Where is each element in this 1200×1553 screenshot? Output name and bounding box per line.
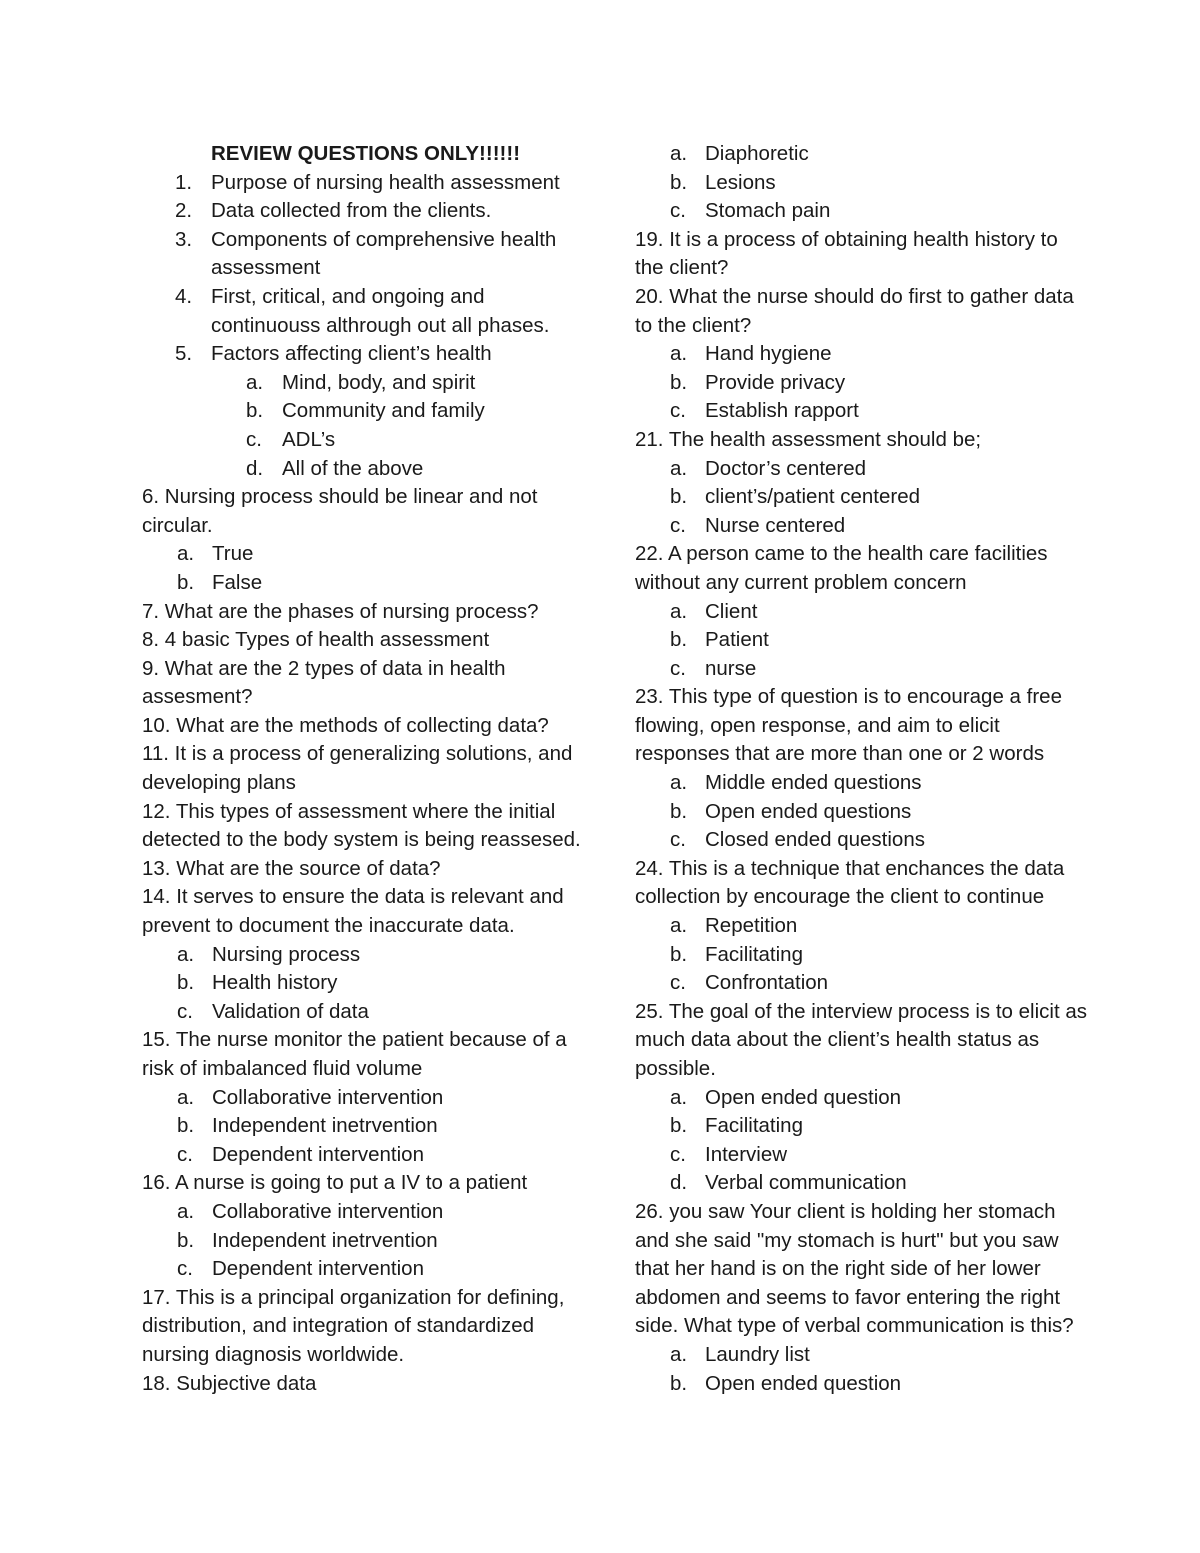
line-text: Provide privacy	[705, 370, 846, 394]
text-line	[142, 1255, 612, 1284]
text-line	[142, 197, 612, 226]
line-text: 8. 4 basic Types of health assessment	[142, 628, 490, 652]
text-line	[635, 855, 1125, 884]
text-line	[142, 397, 612, 426]
line-text: Collaborative intervention	[212, 1199, 444, 1223]
line-text: 20. What the nurse should do first to gather data	[635, 284, 1074, 308]
list-marker: b.	[177, 971, 195, 995]
list-marker: a.	[670, 1342, 688, 1366]
text-line	[635, 969, 1125, 998]
list-marker: c.	[177, 1257, 193, 1281]
right-column	[635, 140, 1125, 1398]
text-line	[635, 512, 1125, 541]
text-line	[142, 1141, 612, 1170]
line-text: without any current problem concern	[635, 570, 967, 594]
text-line	[635, 941, 1125, 970]
line-text: Validation of data	[212, 999, 369, 1023]
text-line	[142, 826, 612, 855]
line-text: Interview	[705, 1142, 788, 1166]
list-marker: b.	[177, 1228, 195, 1252]
line-text: Open ended question	[705, 1371, 902, 1395]
text-line	[635, 283, 1125, 312]
line-text: Nursing process	[212, 942, 361, 966]
list-marker: 5.	[175, 342, 193, 366]
text-line	[635, 883, 1125, 912]
text-line	[635, 598, 1125, 627]
text-line	[142, 569, 612, 598]
list-marker: 4.	[175, 284, 193, 308]
text-line	[635, 1084, 1125, 1113]
line-text: Health history	[212, 971, 338, 995]
list-marker: c.	[670, 656, 686, 680]
list-marker: 1.	[175, 170, 193, 194]
line-text: Patient	[705, 628, 769, 652]
text-line	[635, 998, 1125, 1027]
list-marker: a.	[670, 599, 688, 623]
list-marker: 2.	[175, 199, 193, 223]
text-line	[635, 1141, 1125, 1170]
text-line	[635, 740, 1125, 769]
line-text: possible.	[635, 1057, 716, 1080]
text-line	[142, 1341, 612, 1370]
line-text: distribution, and integration of standardized	[142, 1314, 535, 1338]
list-marker: c.	[670, 399, 686, 423]
line-text: 6. Nursing process should be linear and not	[142, 485, 538, 509]
line-text: Nurse centered	[705, 513, 846, 537]
list-marker: a.	[670, 342, 688, 366]
line-text: Hand hygiene	[705, 342, 832, 366]
text-line	[635, 340, 1125, 369]
line-text: Lesions	[705, 170, 776, 194]
text-line	[142, 540, 612, 569]
line-text: 22. A person came to the health care facilities	[635, 542, 1048, 566]
line-text: Client	[705, 599, 758, 623]
text-line	[635, 1198, 1125, 1227]
list-marker: b.	[670, 942, 688, 966]
line-text: that her hand is on the right side of her lower	[635, 1257, 1041, 1281]
text-line	[142, 941, 612, 970]
text-line	[142, 1227, 612, 1256]
line-text: Collaborative intervention	[212, 1085, 444, 1109]
list-marker: b.	[670, 628, 688, 652]
line-text: 25. The goal of the interview process is to elicit as	[635, 999, 1087, 1023]
list-marker: c.	[177, 999, 193, 1023]
text-line	[142, 598, 612, 627]
line-text: Dependent intervention	[212, 1257, 424, 1281]
list-marker: a.	[670, 456, 688, 480]
list-marker: c.	[670, 971, 686, 995]
line-text: Independent inetrvention	[212, 1114, 438, 1138]
list-marker: a.	[177, 942, 195, 966]
line-text: 18. Subjective data	[142, 1371, 317, 1395]
text-line	[142, 969, 612, 998]
line-text: 16. A nurse is going to put a IV to a patient	[142, 1171, 528, 1195]
list-marker: a.	[670, 914, 688, 938]
page-title: REVIEW QUESTIONS ONLY!!!!!!	[211, 142, 521, 165]
text-line	[635, 1026, 1125, 1055]
line-text: All of the above	[282, 456, 424, 480]
text-line	[142, 340, 612, 369]
list-marker: c.	[177, 1142, 193, 1166]
line-text: Independent inetrvention	[212, 1228, 438, 1252]
text-line	[142, 1026, 612, 1055]
list-marker: b.	[177, 1114, 195, 1138]
text-line	[142, 912, 612, 941]
line-text: Stomach pain	[705, 199, 831, 223]
text-line	[635, 655, 1125, 684]
text-line	[635, 140, 1125, 169]
line-text: Establish rapport	[705, 399, 859, 423]
line-text: much data about the client’s health status as	[635, 1028, 1040, 1052]
text-line	[142, 1284, 612, 1313]
list-marker: a.	[246, 370, 264, 394]
text-line	[635, 712, 1125, 741]
list-marker: b.	[670, 799, 688, 823]
line-text: 10. What are the methods of collecting data?	[142, 713, 549, 737]
line-text: risk of imbalanced fluid volume	[142, 1057, 423, 1080]
text-line	[142, 1169, 612, 1198]
text-line	[635, 455, 1125, 484]
list-marker: a.	[670, 142, 688, 165]
text-line	[635, 540, 1125, 569]
line-text: Purpose of nursing health assessment	[211, 170, 560, 194]
text-line	[142, 312, 612, 341]
line-text: Repetition	[705, 914, 798, 938]
text-line	[142, 798, 612, 827]
text-line	[635, 1370, 1125, 1399]
text-line	[635, 826, 1125, 855]
line-text: abdomen and seems to favor entering the right	[635, 1285, 1061, 1309]
text-line	[635, 569, 1125, 598]
text-line	[635, 626, 1125, 655]
line-text: 23. This type of question is to encourage a free	[635, 685, 1062, 709]
text-line	[635, 1169, 1125, 1198]
line-text: collection by encourage the client to continue	[635, 885, 1045, 909]
list-marker: b.	[670, 1371, 688, 1395]
line-text: 13. What are the source of data?	[142, 856, 441, 880]
text-line	[635, 683, 1125, 712]
text-line	[635, 798, 1125, 827]
text-line	[142, 740, 612, 769]
text-line	[635, 1284, 1125, 1313]
text-line	[635, 1112, 1125, 1141]
text-line	[142, 226, 612, 255]
line-text: Data collected from the clients.	[211, 199, 492, 223]
text-line	[635, 1227, 1125, 1256]
list-marker: b.	[177, 570, 195, 594]
list-marker: b.	[670, 370, 688, 394]
line-text: nursing diagnosis worldwide.	[142, 1342, 405, 1366]
text-line	[635, 1055, 1125, 1084]
text-line	[142, 998, 612, 1027]
text-line	[142, 683, 612, 712]
list-marker: a.	[670, 771, 688, 795]
list-marker: c.	[670, 1142, 686, 1166]
list-marker: a.	[177, 1085, 195, 1109]
text-line	[142, 169, 612, 198]
line-text: Confrontation	[705, 971, 829, 995]
line-text: Components of comprehensive health	[211, 227, 557, 251]
text-line	[142, 1198, 612, 1227]
list-marker: d.	[246, 456, 264, 480]
line-text: Verbal communication	[705, 1171, 907, 1195]
line-text: assesment?	[142, 685, 253, 709]
line-text: assessment	[211, 256, 321, 280]
text-line	[142, 1312, 612, 1341]
line-text: Open ended questions	[705, 799, 912, 823]
line-text: Facilitating	[705, 1114, 803, 1138]
line-text: the client?	[635, 256, 729, 280]
text-line	[142, 455, 612, 484]
list-marker: b.	[670, 1114, 688, 1138]
line-text: Middle ended questions	[705, 771, 922, 795]
text-line	[635, 169, 1125, 198]
text-line	[635, 426, 1125, 455]
text-line	[635, 1255, 1125, 1284]
line-text: flowing, open response, and aim to elicit	[635, 713, 1000, 737]
line-text: 17. This is a principal organization for defining,	[142, 1285, 565, 1309]
text-line	[142, 426, 612, 455]
text-line	[142, 712, 612, 741]
line-text: Dependent intervention	[212, 1142, 424, 1166]
line-text: First, critical, and ongoing and	[211, 284, 485, 308]
text-line	[142, 855, 612, 884]
list-marker: c.	[670, 199, 686, 223]
line-text: Mind, body, and spirit	[282, 370, 476, 394]
text-line	[142, 254, 612, 283]
line-text: 12. This types of assessment where the initial	[142, 799, 556, 823]
line-text: side. What type of verbal communication is this?	[635, 1314, 1074, 1338]
line-text: Diaphoretic	[705, 142, 809, 165]
text-line	[635, 1312, 1125, 1341]
text-line	[142, 369, 612, 398]
list-marker: c.	[670, 828, 686, 852]
line-text: 24. This is a technique that enchances the data	[635, 856, 1065, 880]
line-text: 26. you saw Your client is holding her stomach	[635, 1199, 1056, 1223]
line-text: developing plans	[142, 771, 296, 795]
line-text: Factors affecting client’s health	[211, 342, 492, 366]
line-text: 9. What are the 2 types of data in health	[142, 656, 506, 680]
line-text: circular.	[142, 513, 213, 537]
text-line	[142, 883, 612, 912]
text-line	[142, 769, 612, 798]
list-marker: a.	[670, 1085, 688, 1109]
text-line	[635, 397, 1125, 426]
text-line	[142, 1055, 612, 1084]
list-marker: b.	[670, 485, 688, 509]
line-text: Community and family	[282, 399, 485, 423]
list-marker: d.	[670, 1171, 688, 1195]
list-marker: a.	[177, 1199, 195, 1223]
line-text: prevent to document the inaccurate data.	[142, 914, 515, 938]
line-text: 15. The nurse monitor the patient because of a	[142, 1028, 567, 1052]
list-marker: b.	[670, 170, 688, 194]
list-marker: 3.	[175, 227, 193, 251]
text-line	[635, 197, 1125, 226]
text-line	[635, 312, 1125, 341]
text-line	[142, 1370, 612, 1399]
text-line	[635, 369, 1125, 398]
line-text: nurse	[705, 656, 757, 680]
text-line	[635, 226, 1125, 255]
line-text: False	[212, 570, 263, 594]
line-text: 11. It is a process of generalizing solutions, and	[142, 742, 573, 766]
text-line	[142, 655, 612, 684]
line-text: responses that are more than one or 2 words	[635, 742, 1045, 766]
text-line	[142, 626, 612, 655]
line-text: Closed ended questions	[705, 828, 925, 852]
text-line	[142, 1112, 612, 1141]
list-marker: b.	[246, 399, 264, 423]
text-line	[635, 912, 1125, 941]
text-line	[635, 1341, 1125, 1370]
line-text: 7. What are the phases of nursing process?	[142, 599, 539, 623]
left-column	[142, 140, 612, 1398]
line-text: Facilitating	[705, 942, 803, 966]
text-line	[142, 1084, 612, 1113]
line-text: Open ended question	[705, 1085, 902, 1109]
text-line	[635, 254, 1125, 283]
line-text: ADL’s	[282, 427, 336, 451]
text-line	[635, 769, 1125, 798]
line-text: 19. It is a process of obtaining health history to	[635, 227, 1058, 251]
line-text: detected to the body system is being reassesed.	[142, 828, 581, 852]
list-marker: c.	[670, 513, 686, 537]
text-line	[635, 483, 1125, 512]
line-text: True	[212, 542, 254, 566]
list-marker: a.	[177, 542, 195, 566]
line-text: client’s/patient centered	[705, 485, 921, 509]
text-line	[142, 483, 612, 512]
line-text: Laundry list	[705, 1342, 810, 1366]
line-text: continuouss althrough out all phases.	[211, 313, 550, 337]
line-text: to the client?	[635, 313, 752, 337]
line-text: Doctor’s centered	[705, 456, 867, 480]
text-line	[142, 512, 612, 541]
list-marker: c.	[246, 427, 262, 451]
text-line	[142, 283, 612, 312]
line-text: 14. It serves to ensure the data is relevant and	[142, 885, 564, 909]
line-text: and she said "my stomach is hurt" but you saw	[635, 1228, 1059, 1252]
line-text: 21. The health assessment should be;	[635, 427, 982, 451]
